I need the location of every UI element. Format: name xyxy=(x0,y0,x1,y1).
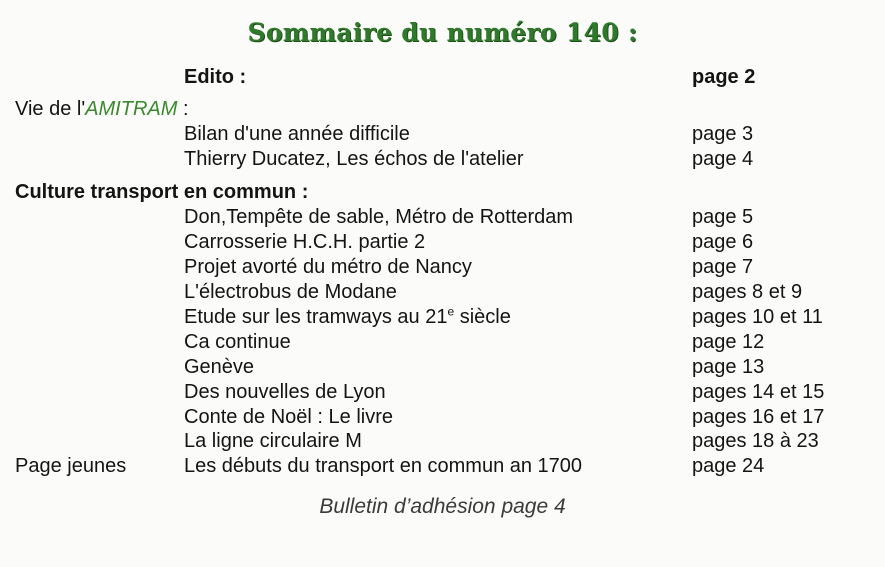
jeunes-row xyxy=(0,454,885,478)
toc-title: Carrosserie H.C.H. partie 2 xyxy=(184,231,426,253)
toc-title: Don,Tempête de sable, Métro de Rotterdam xyxy=(184,206,574,228)
toc-page: page 3 xyxy=(692,123,754,145)
vie-suffix: : xyxy=(177,98,189,120)
toc-title: La ligne circulaire M xyxy=(184,430,362,452)
superscript-e: e xyxy=(447,304,455,319)
toc-page: pages 10 et 11 xyxy=(692,306,823,328)
toc-title: Conte de Noël : Le livre xyxy=(184,406,394,428)
toc-page: page 4 xyxy=(692,148,754,170)
section-heading-vie xyxy=(0,97,885,121)
culture-label: Culture transport en commun : xyxy=(15,181,309,203)
edito-label: Edito : xyxy=(184,66,247,88)
toc-page: page 5 xyxy=(692,206,754,228)
toc-row xyxy=(0,255,885,279)
membership-note: Bulletin d’adhésion page 4 xyxy=(319,495,566,518)
toc-page: pages 18 à 23 xyxy=(692,430,819,452)
toc-row xyxy=(0,280,885,304)
toc-row xyxy=(0,147,885,171)
toc-title: L'électrobus de Modane xyxy=(184,281,397,303)
toc-title: Ca continue xyxy=(184,331,291,353)
toc-row xyxy=(0,330,885,354)
toc-row xyxy=(0,305,885,329)
toc-page: page 24 xyxy=(692,455,765,477)
toc-title: Bilan d'une année difficile xyxy=(184,123,410,145)
toc-page: page 13 xyxy=(692,356,765,378)
toc-title: Les débuts du transport en commun an 1700 xyxy=(184,455,583,477)
vie-prefix: Vie de l' xyxy=(15,98,86,120)
toc-row xyxy=(0,405,885,429)
toc-title: Thierry Ducatez, Les échos de l'atelier xyxy=(184,148,524,170)
toc-row xyxy=(0,380,885,404)
toc-title: Genève xyxy=(184,356,255,378)
toc-page: pages 16 et 17 xyxy=(692,406,825,428)
toc-title: Des nouvelles de Lyon xyxy=(184,381,386,403)
toc-row xyxy=(0,122,885,146)
jeunes-label: Page jeunes xyxy=(15,455,127,477)
edito-row xyxy=(0,65,885,89)
section-heading-culture xyxy=(0,180,885,204)
toc-page: page 6 xyxy=(692,231,754,253)
toc-row xyxy=(0,230,885,254)
vie-accent: AMITRAM xyxy=(85,98,178,120)
toc-page: pages 8 et 9 xyxy=(692,281,803,303)
toc-row xyxy=(0,355,885,379)
contents-title: Sommaire du numéro 140 : xyxy=(247,18,638,47)
toc-title: Projet avorté du métro de Nancy xyxy=(184,256,472,278)
toc-row xyxy=(0,205,885,229)
toc-page: page 7 xyxy=(692,256,754,278)
toc-title: Etude sur les tramways au 21e siècle xyxy=(184,304,511,328)
toc-page: page 12 xyxy=(692,331,765,353)
toc-row xyxy=(0,429,885,453)
toc-page: pages 14 et 15 xyxy=(692,381,825,403)
edito-page: page 2 xyxy=(692,66,756,88)
